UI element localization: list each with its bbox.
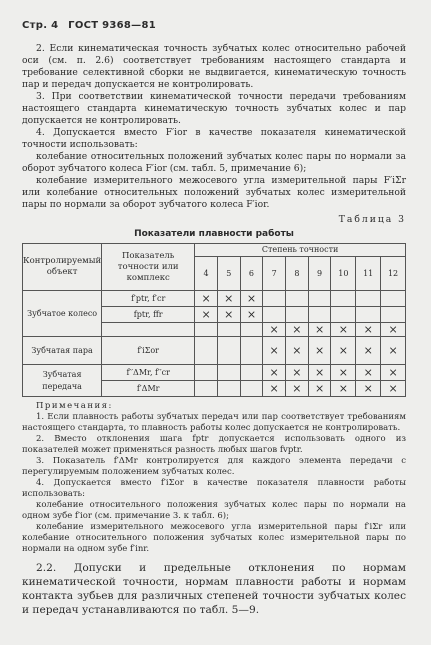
degree-12: 12	[381, 257, 406, 291]
degree-11: 11	[356, 257, 381, 291]
section-2-2: 2.2. Допуски и предельные отклонения по нормам кинематической точности, нормам плавности работы и нормам контакта зубьев для различных степеней точности зубчатых колес и передач устанавливаются по табл. 5—9.	[22, 562, 406, 616]
degree-8: 8	[286, 257, 309, 291]
table-cell: ×	[286, 323, 309, 337]
note-4a: колебание относительного положения зубчатых колес пары по нормали на одном зубе f′ior (см. примечание 3. к табл. 6);	[22, 500, 406, 521]
note-4b: колебание измерительного межосевого угла измерительной пары f′iΣr или колебание относительного положения зубчатых колес измерительной пары по нормали на одном зубе f′inr.	[22, 522, 406, 554]
table-cell: ×	[263, 381, 286, 397]
table-cell	[331, 291, 356, 307]
table-cell: ×	[308, 381, 331, 397]
table-cell	[331, 307, 356, 323]
table-cell	[356, 307, 381, 323]
table-cell	[195, 381, 218, 397]
table-cell: ×	[263, 365, 286, 381]
table-cell	[240, 365, 263, 381]
degree-4: 4	[195, 257, 218, 291]
table-cell: ×	[381, 381, 406, 397]
page-header	[22, 20, 162, 32]
table-cell: ×	[263, 323, 286, 337]
row-indicator	[102, 323, 195, 337]
table-cell: ×	[381, 337, 406, 365]
table-cell	[240, 337, 263, 365]
paragraph-4a: колебание относительных положений зубчатых колес пары по нормали за оборот зубчатого колеса F′ior (см. табл. 5, примечание 6);	[22, 151, 406, 174]
table-cell: ×	[331, 323, 356, 337]
col-head-object: Контролируемый объект	[23, 244, 102, 291]
table-cell: ×	[331, 381, 356, 397]
degree-9: 9	[308, 257, 331, 291]
row-object-pair: Зубчатая пара	[23, 337, 102, 365]
table-cell	[240, 381, 263, 397]
table-cell	[217, 337, 240, 365]
table-caption: Таблица 3	[338, 214, 406, 225]
col-head-degree: Степень точности	[195, 244, 406, 257]
table-row	[23, 291, 406, 307]
col-head-indicator: Показатель точности или комплекс	[102, 244, 195, 291]
note-1: 1. Если плавность работы зубчатых передач или пар соответствует требованиям настоящего стандарта, то плавность работы колес допускается не контролировать.	[22, 412, 406, 433]
table-cell	[217, 323, 240, 337]
document-body	[22, 43, 406, 617]
row-indicator: f′iΣor	[102, 337, 195, 365]
table-cell: ×	[286, 381, 309, 397]
table-cell	[195, 323, 218, 337]
table-cell: ×	[195, 307, 218, 323]
table-cell	[263, 291, 286, 307]
row-object-transmission: Зубчатая передача	[23, 365, 102, 397]
note-2: 2. Вместо отклонения шага fptr допускается использовать одного из показателей может применяться разность любых шагов fvptr.	[22, 434, 406, 455]
note-4: 4. Допускается вместо f′iΣor в качестве показателя плавности работы использовать:	[22, 478, 406, 499]
standard-id: ГОСТ 9368—81	[68, 20, 157, 31]
row-indicator: fptr, ffr	[102, 307, 195, 323]
table-cell	[308, 307, 331, 323]
table-cell: ×	[356, 337, 381, 365]
table-cell	[356, 291, 381, 307]
accuracy-table	[22, 243, 406, 397]
degree-5: 5	[217, 257, 240, 291]
table-cell	[381, 291, 406, 307]
table-cell: ×	[195, 291, 218, 307]
table-cell: ×	[263, 337, 286, 365]
table-cell: ×	[331, 337, 356, 365]
table-cell: ×	[381, 323, 406, 337]
row-indicator: f′′ΔMr, f′′cr	[102, 365, 195, 381]
degree-6: 6	[240, 257, 263, 291]
table-cell: ×	[356, 381, 381, 397]
table-cell: ×	[217, 307, 240, 323]
table-cell	[240, 323, 263, 337]
table-cell	[308, 291, 331, 307]
degree-7: 7	[263, 257, 286, 291]
table-cell: ×	[308, 337, 331, 365]
paragraph-4: 4. Допускается вместо F′ior в качестве показателя кинематической точности использовать:	[22, 127, 406, 150]
table-cell: ×	[286, 365, 309, 381]
note-3: 3. Показатель f′ΔMr контролируется для каждого элемента передачи с перегулируемым положением зубчатых колес.	[22, 456, 406, 477]
table-cell	[217, 365, 240, 381]
table-cell	[286, 307, 309, 323]
notes-heading: Примечания:	[36, 401, 113, 411]
table-row	[23, 365, 406, 381]
paragraph-4b: колебание измерительного межосевого угла измерительной пары F′iΣr или колебание относительных положений зубчатых колес измерительной пары по нормали за оборот зубчатого колеса F′ior.	[22, 175, 406, 210]
table-cell	[195, 365, 218, 381]
table-cell: ×	[217, 291, 240, 307]
table-cell: ×	[240, 307, 263, 323]
table-cell: ×	[240, 291, 263, 307]
table-cell	[381, 307, 406, 323]
paragraph-3: 3. При соответствии кинематической точности передачи требованиям настоящего стандарта кинематическую точность зубчатых колес и пар допускается не контролировать.	[22, 91, 406, 126]
table-cell	[286, 291, 309, 307]
table-cell	[217, 381, 240, 397]
table-cell: ×	[308, 323, 331, 337]
table-cell: ×	[356, 323, 381, 337]
table-cell: ×	[286, 337, 309, 365]
table-row	[23, 337, 406, 365]
table-title: Показатели плавности работы	[134, 229, 294, 239]
table-cell	[263, 307, 286, 323]
row-object-gear: Зубчатое колесо	[23, 291, 102, 337]
table-cell: ×	[331, 365, 356, 381]
paragraph-2: 2. Если кинематическая точность зубчатых колес относительно рабочей оси (см. п. 2.6) соответствует требованиям настоящего стандарта и требование селективной сборки не выдвигается, кинематическую точность пар и передач допускается не контролировать.	[22, 43, 406, 90]
degree-10: 10	[331, 257, 356, 291]
table-cell	[195, 337, 218, 365]
row-indicator: f′ΔMr	[102, 381, 195, 397]
row-indicator: f′ptr, f′cr	[102, 291, 195, 307]
table-cell: ×	[356, 365, 381, 381]
page-number: Стр. 4	[22, 20, 59, 31]
table-cell: ×	[381, 365, 406, 381]
table-cell: ×	[308, 365, 331, 381]
